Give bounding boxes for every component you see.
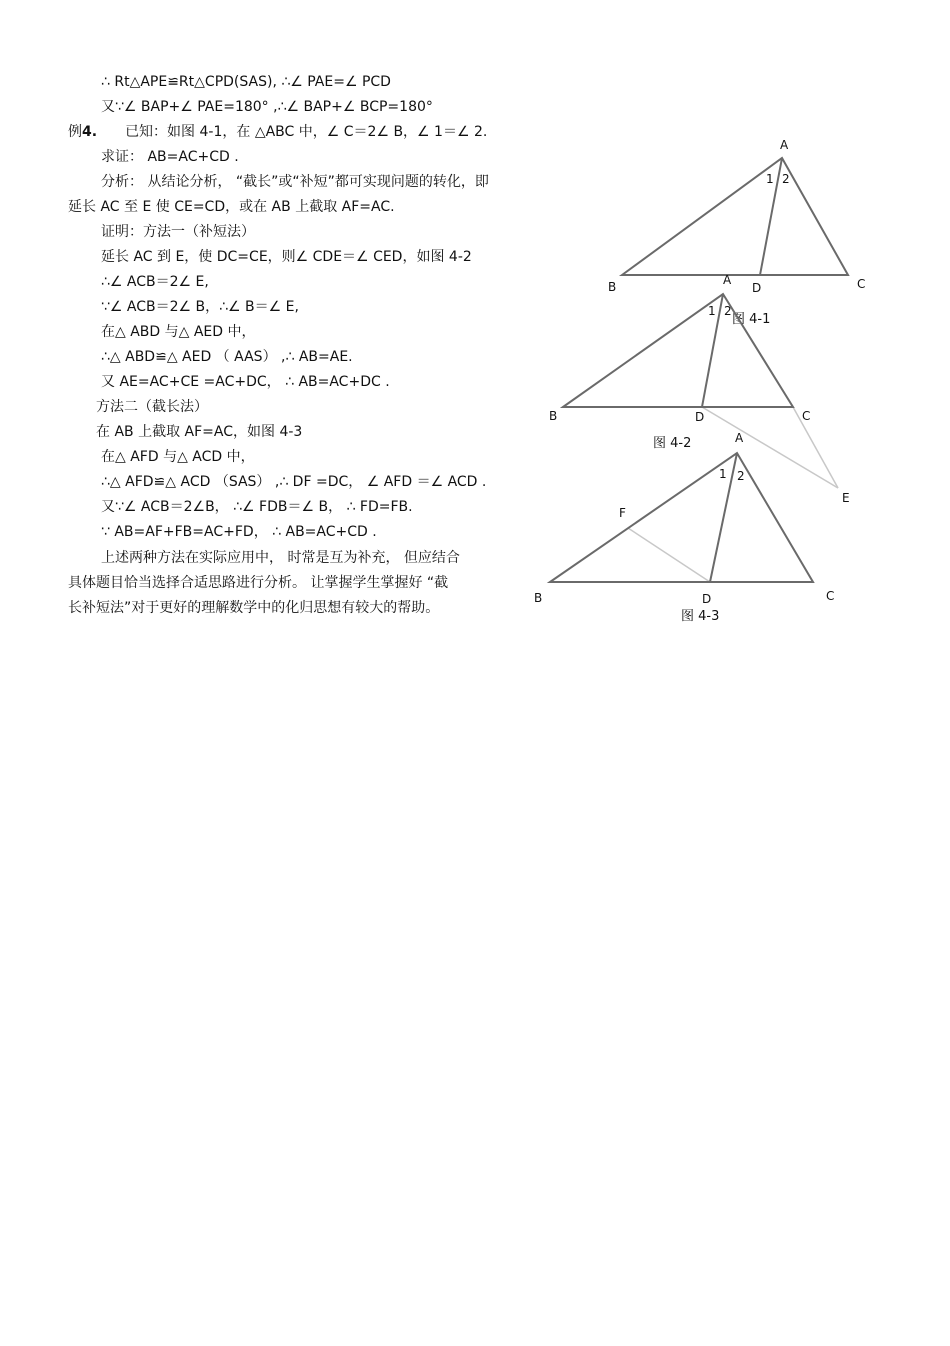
segment-fd-fig3 (628, 528, 710, 582)
triangle-abc-fig2 (563, 294, 793, 407)
fig2-label-c: C (802, 409, 811, 423)
text-line-1: ∴ Rt△APE≌Rt△CPD(SAS), ∴∠ PAE=∠ PCD (101, 74, 391, 90)
example-number: 4. (82, 124, 98, 140)
text-line-13: 又 AE=AC+CE =AC+DC， ∴ AB=AC+DC . (101, 374, 390, 390)
text-line-5: 分析： 从结论分析， “截长”或“补短”都可实现问题的转化，即 (101, 174, 489, 190)
fig1-label-a: A (780, 138, 789, 152)
fig3-caption: 图 4-3 (681, 609, 720, 624)
fig2-label-d: D (695, 410, 705, 424)
text-line-14: 方法二（截长法） (96, 399, 208, 415)
text-line-21: 具体题目恰当选择合适思路进行分析。 让掌握学生掌握好 “截 (68, 575, 449, 591)
fig2-angle-1: 1 (708, 304, 716, 318)
text-line-8: 延长 AC 到 E，使 DC=CE，则∠ CDE＝∠ CED，如图 4-2 (101, 249, 472, 265)
fig1-caption: 图 4-1 (732, 312, 771, 327)
fig3-angle-2: 2 (737, 469, 745, 483)
text-line-10: ∵∠ ACB＝2∠ B，∴∠ B＝∠ E, (101, 299, 299, 315)
given-text: 已知：如图 4-1，在 △ABC 中，∠ C＝2∠ B，∠ 1＝∠ 2. (125, 124, 488, 140)
fig1-label-c: C (857, 277, 866, 291)
text-line-2: 又∵∠ BAP+∠ PAE=180° ,∴∠ BAP+∠ BCP=180° (101, 99, 433, 115)
text-line-15: 在 AB 上截取 AF=AC，如图 4-3 (96, 424, 303, 440)
figure-4-3 (550, 453, 813, 582)
text-line-20: 上述两种方法在实际应用中， 时常是互为补充， 但应结合 (101, 550, 460, 566)
fig2-angle-2: 2 (724, 304, 732, 318)
fig1-label-b: B (608, 280, 617, 294)
fig2-label-b: B (549, 409, 558, 423)
fig2-label-e: E (842, 491, 850, 505)
fig3-label-a: A (735, 431, 744, 445)
fig3-label-f: F (619, 506, 626, 520)
fig1-label-d: D (752, 281, 762, 295)
fig3-angle-1: 1 (719, 467, 727, 481)
text-line-16: 在△ AFD 与△ ACD 中， (101, 449, 255, 465)
text-line-18: 又∵∠ ACB＝2∠B， ∴∠ FDB＝∠ B， ∴ FD=FB. (101, 499, 413, 515)
text-line-4: 求证： AB=AC+CD . (101, 149, 239, 165)
fig2-label-a: A (723, 273, 732, 287)
text-line-11: 在△ ABD 与△ AED 中， (101, 324, 256, 340)
text-line-22: 长补短法”对于更好的理解数学中的化归思想有较大的帮助。 (68, 600, 440, 616)
text-line-6: 延长 AC 至 E 使 CE=CD，或在 AB 上截取 AF=AC. (68, 199, 395, 215)
fig3-label-d: D (702, 592, 712, 606)
fig1-angle-2: 2 (782, 172, 790, 186)
triangle-abc-fig1 (622, 158, 848, 275)
fig1-angle-1: 1 (766, 172, 774, 186)
figure-4-2 (563, 294, 838, 488)
text-line-9: ∴∠ ACB＝2∠ E, (101, 274, 209, 290)
example-label: 例 (68, 124, 82, 140)
fig3-label-c: C (826, 589, 835, 603)
text-line-17: ∴△ AFD≌△ ACD （SAS） ,∴ DF =DC， ∠ AFD ＝∠ ACD . (101, 474, 487, 490)
fig2-caption: 图 4-2 (653, 436, 692, 451)
fig3-label-b: B (534, 591, 543, 605)
figure-4-1 (622, 158, 848, 275)
text-line-7: 证明：方法一（补短法） (101, 224, 255, 240)
text-line-12: ∴△ ABD≌△ AED （ AAS） ,∴ AB=AE. (101, 349, 353, 365)
text-line-19: ∵ AB=AF+FB=AC+FD， ∴ AB=AC+CD . (101, 524, 377, 540)
segment-ce-fig2 (793, 407, 838, 488)
